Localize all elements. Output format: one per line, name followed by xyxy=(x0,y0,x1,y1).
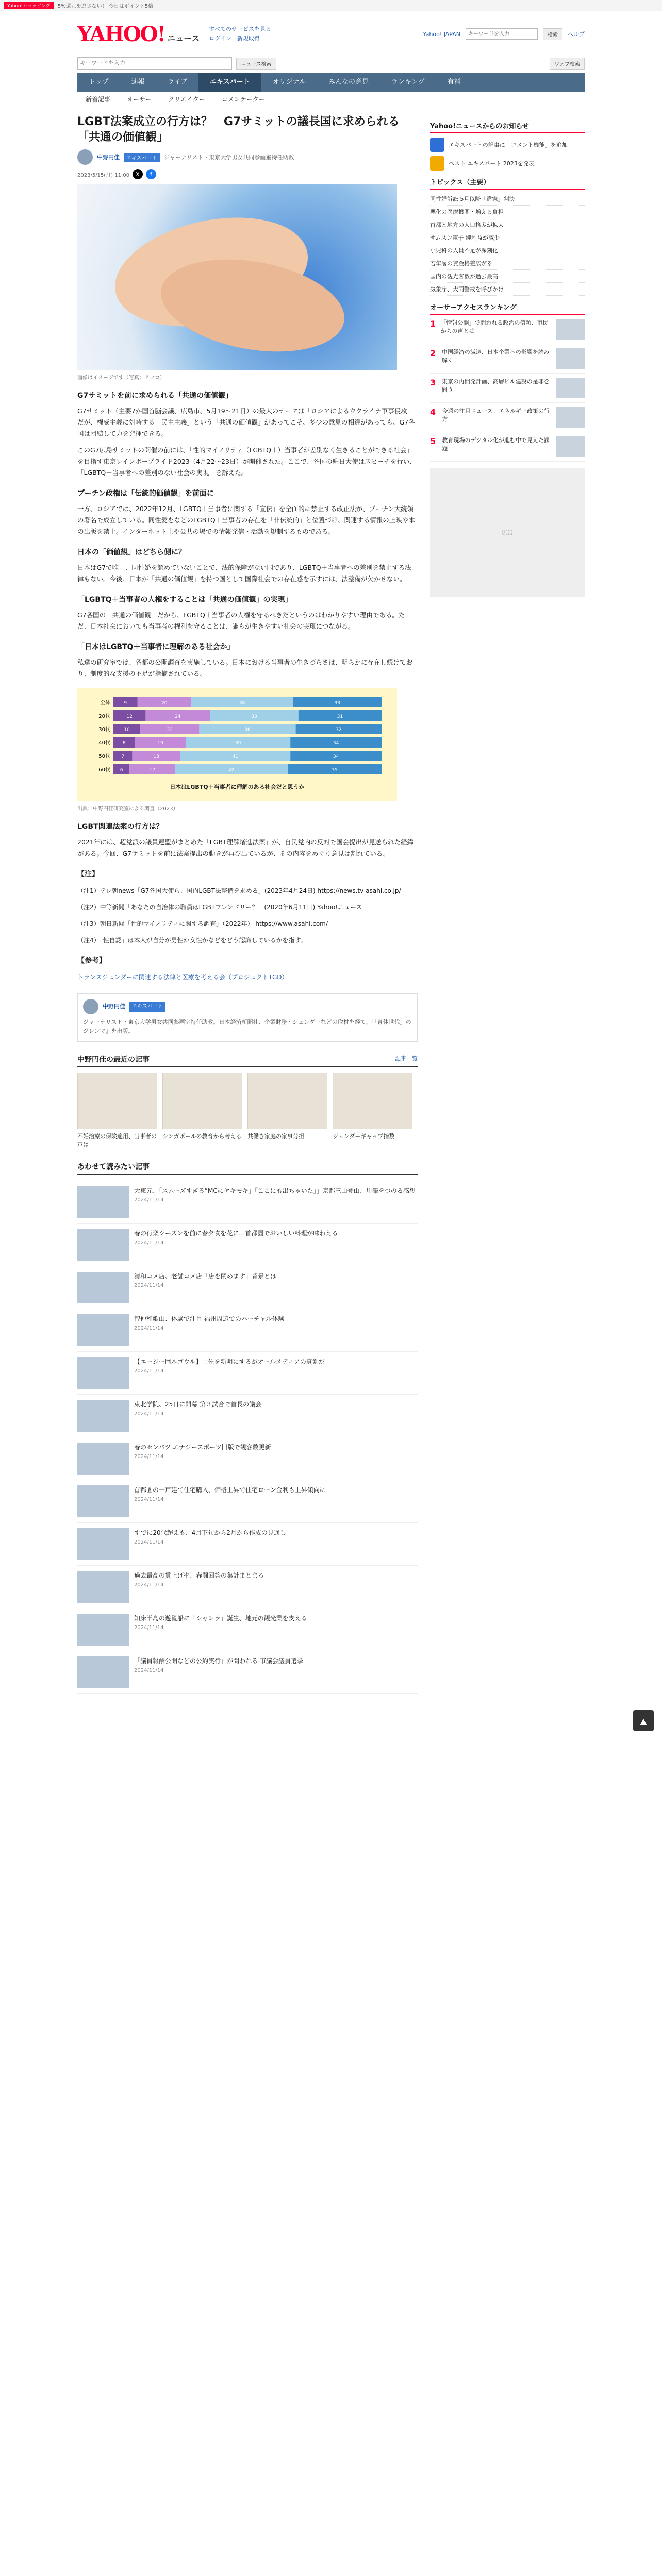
related-meta: 2024/11/14 xyxy=(134,1625,164,1631)
site-header xyxy=(0,11,662,57)
chart-data-label: 33 xyxy=(334,701,340,706)
related-list xyxy=(77,1181,418,1694)
top-promo-bar xyxy=(0,0,662,11)
article-main xyxy=(77,114,418,1694)
related-item[interactable] xyxy=(77,1309,418,1352)
thumb-title: 共働き家庭の家事分担 xyxy=(247,1133,304,1140)
related-title: 【エージー岡本ゴウル】土佐を新明にするがオールメディアの真剣だ xyxy=(134,1358,325,1365)
related-thumb xyxy=(77,1272,129,1303)
rank-number: 1 xyxy=(430,319,436,329)
thumb-title: ジェンダーギャップ指数 xyxy=(333,1133,395,1140)
related-meta: 2024/11/14 xyxy=(134,1582,164,1588)
topic-item[interactable]: 悪化の医療機関・増える負担 xyxy=(430,206,585,218)
signup-link[interactable]: 新規取得 xyxy=(237,35,260,42)
promo-text[interactable]: 5%還元を逃さない！ 今日はポイント5倍 xyxy=(57,4,154,9)
thumb-image xyxy=(333,1073,412,1129)
related-item[interactable] xyxy=(77,1181,418,1224)
reference-link[interactable]: トランスジェンダーに関連する法律と医療を考える会（プロジェクトTGD） xyxy=(77,974,288,981)
related-item[interactable] xyxy=(77,1480,418,1523)
refs-heading: 【注】 xyxy=(77,870,99,878)
ad-slot[interactable]: 広告 xyxy=(430,468,585,597)
promo-badge[interactable]: Yahoo!ショッピング xyxy=(4,2,54,9)
page-top-button[interactable]: ▲ xyxy=(633,1710,654,1731)
author-role: ジャーナリスト・東京大学男女共同参画室特任助教 xyxy=(163,154,294,161)
related-item[interactable] xyxy=(77,1437,418,1480)
related-thumb xyxy=(77,1186,129,1218)
chart-data-label: 6 xyxy=(120,768,123,773)
related-item[interactable] xyxy=(77,1651,418,1694)
hero-image xyxy=(77,184,397,370)
chart-data-label: 34 xyxy=(333,741,339,746)
article-section xyxy=(77,547,418,585)
related-title: 首都圏の一戸建て住宅購入、価格上昇で住宅ローン金利も上昇傾向に xyxy=(134,1486,326,1494)
rank-number: 5 xyxy=(430,436,436,446)
topic-item[interactable]: 首都と地方の人口格差が拡大 xyxy=(430,218,585,231)
chart-title: 日本はLGBTQ＋当事者に理解のある社会だと思うか xyxy=(170,784,305,790)
expert-badge: エキスパート xyxy=(124,153,160,162)
thumb-image xyxy=(162,1073,242,1129)
sidebar xyxy=(430,114,585,1694)
related-thumb xyxy=(77,1400,129,1432)
paragraph: 日本はG7で唯一、同性婚を認めていないことで、法的保障がない国であり、LGBTQ＋当事者への差別を禁止する法律もない。今後、日本が「共通の価値観」を持つ国として国際社会での存在感を示すには、法整備が欠かせない。 xyxy=(77,564,411,583)
header-search-button[interactable]: 検索 xyxy=(543,28,562,40)
byline xyxy=(77,149,418,165)
sub-nav xyxy=(77,92,585,107)
related-meta: 2024/11/14 xyxy=(134,1539,164,1545)
search-bar xyxy=(77,57,585,70)
ranking-item[interactable]: 5 教育現場のデジタル化が進む中で見えた課題 xyxy=(430,432,585,462)
chart-data-label: 22 xyxy=(167,727,173,733)
nav-ranking[interactable]: ランキング xyxy=(391,78,425,86)
nav-top[interactable]: トップ xyxy=(89,78,109,86)
side-notice-heading: Yahoo!ニュースからのお知らせ xyxy=(430,121,585,133)
promo-icon xyxy=(430,138,444,152)
related-item[interactable] xyxy=(77,1352,418,1395)
topics-heading: トピックス（主要） xyxy=(430,177,585,190)
related-title: 智仲和歌山、体験で注目 福州周辺でのバーチャル体験 xyxy=(134,1315,285,1323)
chart-data-label: 38 xyxy=(239,701,245,706)
rank-thumb xyxy=(556,378,585,398)
article-section xyxy=(77,821,418,859)
reference-item[interactable]: （注3）朝日新聞「性的マイノリティに関する調査」（2022年） https://www.asahi.com/ xyxy=(77,920,328,927)
help-link[interactable]: ヘルプ xyxy=(568,31,585,38)
related-item[interactable] xyxy=(77,1523,418,1566)
article-section xyxy=(77,594,418,632)
subnav-creator[interactable]: クリエイター xyxy=(168,96,205,103)
chart-data-label: 24 xyxy=(175,714,181,719)
article-section xyxy=(77,641,418,680)
section-heading: 「LGBTQ＋当事者の人権をすることは「共通の価値観」の実現」 xyxy=(77,596,292,604)
thumb-title: 不妊治療の保険適用、当事者の声は xyxy=(77,1133,157,1148)
rank-number: 3 xyxy=(430,378,436,387)
chart-data-label: 12 xyxy=(126,714,133,719)
news-search-button[interactable]: ニュース検索 xyxy=(236,58,276,70)
related-meta: 2024/11/14 xyxy=(134,1326,164,1331)
related-meta: 2024/11/14 xyxy=(134,1240,164,1246)
related-title: すでに20代超えも、4月下旬から2月から作成の見通し xyxy=(134,1529,286,1536)
side-promo[interactable]: エキスパートの記事に「コメント機能」を追加 xyxy=(430,138,585,152)
chart-data-label: 7 xyxy=(121,754,125,759)
chart-source: 出典：中野円佳研究室による調査（2023） xyxy=(77,806,178,812)
related-meta: 2024/11/14 xyxy=(134,1368,164,1374)
related-thumb xyxy=(77,1485,129,1517)
related-item[interactable] xyxy=(77,1266,418,1309)
ref-link-heading: 【参考】 xyxy=(77,957,106,965)
related-meta: 2024/11/14 xyxy=(134,1197,164,1203)
chart-category-label: 60代 xyxy=(98,767,110,773)
topic-item[interactable]: 国内の観光客数が過去最高 xyxy=(430,270,585,283)
related-thumb xyxy=(77,1656,129,1688)
chart-data-label: 33 xyxy=(251,714,257,719)
chart-data-label: 41 xyxy=(232,754,239,759)
section-heading: G7サミットを前に求められる「共通の価値観」 xyxy=(77,392,233,400)
nav-expert[interactable]: エキスパート xyxy=(198,73,261,92)
related-thumb xyxy=(77,1571,129,1603)
related-title: 大東元、「スムーズすぎる”MCにヤキモキ」「ここにも出ちゃいた」」京都三山登山、川澤をつのる感想 xyxy=(134,1187,416,1194)
reference-item[interactable]: （注2）中等新聞「あなたの自治体の職員はLGBTフレンドリー？」(2020年6月11日) Yahoo!ニュース xyxy=(77,904,362,911)
recent-article-card[interactable] xyxy=(247,1073,327,1149)
topic-item[interactable]: 若年層の賃金格差広がる xyxy=(430,257,585,270)
related-title: 知床半島の遊覧船に「シャンラ」誕生、地元の観光業を支える xyxy=(134,1615,307,1622)
author-card-badge: エキスパート xyxy=(129,1002,166,1012)
all-services-link[interactable]: すべてのサービスを見る xyxy=(209,26,272,32)
article-title: LGBT法案成立の行方は？ G7サミットの議長国に求められる「共通の価値観」 xyxy=(77,115,400,144)
chart-data-label: 19 xyxy=(157,741,163,746)
thumb-image xyxy=(247,1073,327,1129)
recent-article-card[interactable] xyxy=(333,1073,412,1149)
topic-item[interactable]: 気象庁、大雨警戒を呼びかけ xyxy=(430,283,585,296)
related-thumb xyxy=(77,1443,129,1475)
section-heading: LGBT関連法案の行方は？ xyxy=(77,823,163,831)
reference-item: （注4）「性自認」は本人が自分が男性か女性かなどをどう認識しているかを指す。 xyxy=(77,937,307,944)
related-heading: あわせて読みたい記事 xyxy=(77,1161,418,1175)
recent-article-card[interactable] xyxy=(162,1073,242,1149)
related-meta: 2024/11/14 xyxy=(134,1283,164,1289)
related-thumb xyxy=(77,1614,129,1646)
facebook-share-icon[interactable]: f xyxy=(146,169,156,179)
section-heading: プーチン政権は「伝統的価値観」を前面に xyxy=(77,489,214,498)
article-section xyxy=(77,390,418,479)
chart-data-label: 32 xyxy=(336,727,342,733)
thumb-image xyxy=(77,1073,157,1129)
paragraph: 私達の研究室では、各都の公開調査を実施している。日本における当事者の生きづらさは、明らかに存在し続けており、制度的な支援の不足が指摘されている。 xyxy=(77,658,413,677)
ranking-heading: オーサーアクセスランキング xyxy=(430,302,585,315)
topic-item[interactable]: サムスン電子 純利益が減少 xyxy=(430,231,585,244)
chart-category-label: 50代 xyxy=(98,754,110,759)
section-heading: 「日本はLGBTQ＋当事者に理解のある社会か」 xyxy=(77,643,235,651)
chart-data-label: 9 xyxy=(124,701,127,706)
nav-opinion[interactable]: みんなの意見 xyxy=(328,78,369,86)
references xyxy=(77,869,418,983)
related-item[interactable] xyxy=(77,1608,418,1651)
ranking-item[interactable]: 4 今週の注目ニュース：エネルギー政策の行方 xyxy=(430,403,585,432)
chart-data-label: 31 xyxy=(337,714,343,719)
rank-number: 2 xyxy=(430,348,436,358)
related-item[interactable] xyxy=(77,1566,418,1608)
ranking-list xyxy=(430,315,585,462)
ranking-item[interactable]: 3 東京の再開発計画、高層ビル建設の是非を問う xyxy=(430,374,585,403)
related-title: 「議員報酬公開などの公約実行」が問われる 市議会議員選挙 xyxy=(134,1657,303,1665)
recent-articles-heading: 中野円佳の最近の記事 記事一覧 xyxy=(77,1054,418,1067)
topics-list xyxy=(430,193,585,296)
paragraph: 一方、ロシアでは、2022年12月、LGBTQ＋当事者に関する「宣伝」を全面的に禁止する改正法が、プーチン大統領の署名で成立している。同性愛をなどのLGBTQ＋当事者の存在を「非伝統的」と位置づけ、関連する情報の上映や本の出版を禁止。インターネット上や公共の場での情報発信・活動を規制するものである。 xyxy=(77,505,415,535)
related-title: 春のセンバツ エナジースポーツ旧版で観客数更新 xyxy=(134,1444,271,1451)
related-meta: 2024/11/14 xyxy=(134,1668,164,1673)
related-title: 過去最高の賃上げ率、春闘回答の集計まとまる xyxy=(134,1572,264,1579)
related-meta: 2024/11/14 xyxy=(134,1411,164,1417)
chart-data-label: 39 xyxy=(235,741,241,746)
nav-paid[interactable]: 有料 xyxy=(447,78,461,86)
reference-item[interactable]: （注1）テレ朝news「G7各国大使ら、国内LGBT法整備を求める」(2023年4月24日) https://news.tv-asahi.co.jp/ xyxy=(77,887,401,894)
header-links xyxy=(209,25,271,43)
nav-breaking[interactable]: 速報 xyxy=(131,78,145,86)
chart-data-label: 36 xyxy=(244,727,251,733)
paragraph: 2021年には、超党派の議員連盟がまとめた「LGBT理解増進法案」が、自民党内の反対で国会提出が見送られた経緯がある。今回、G7サミットを前に法案提出の動きが再び出ているが、その内容をめぐり意見は割れている。 xyxy=(77,838,414,857)
paragraph: G7各国の「共通の価値観」だから、LGBTQ＋当事者の人権を守るべきだというのはわかりやすい理由である。ただ、日本社会においても当事者の権利を守ることは、誰もが生きやすい社会の実現につながる。 xyxy=(77,611,405,630)
chart-svg xyxy=(82,693,392,781)
survey-chart xyxy=(77,688,397,801)
article-date: 2023/5/15(月) 11:00 xyxy=(77,172,130,178)
ranking-item[interactable]: 1 「情報公開」で問われる政治の信頼、市民からの声とは xyxy=(430,315,585,344)
related-title: 春の行楽シーズンを前に春夕食を花に…首都圏でおいしい料理が味わえる xyxy=(134,1230,338,1237)
chart-data-label: 42 xyxy=(228,768,235,773)
subnav-commentator[interactable]: コメンテーター xyxy=(221,96,265,103)
x-share-icon[interactable]: X xyxy=(133,169,143,179)
chart-category-label: 全体 xyxy=(100,700,110,706)
login-link[interactable]: ログイン xyxy=(209,35,231,42)
chart-category-label: 20代 xyxy=(98,714,110,719)
related-item[interactable] xyxy=(77,1224,418,1266)
nav-original[interactable]: オリジナル xyxy=(272,78,306,86)
all-articles-link[interactable]: 記事一覧 xyxy=(395,1055,418,1062)
related-thumb xyxy=(77,1357,129,1389)
related-meta: 2024/11/14 xyxy=(134,1497,164,1502)
author-card xyxy=(77,993,418,1042)
related-title: 清和コメ店、老舗コメ店「店を閉めます」背景とは xyxy=(134,1273,277,1280)
side-promo[interactable]: ベスト エキスパート 2023を発表 xyxy=(430,156,585,171)
rank-number: 4 xyxy=(430,407,436,417)
thumb-title: シンガポールの教育から考える xyxy=(162,1133,242,1140)
rank-thumb xyxy=(556,436,585,457)
related-thumb xyxy=(77,1528,129,1560)
related-meta: 2024/11/14 xyxy=(134,1454,164,1460)
author-card-name[interactable]: 中野円佳 xyxy=(103,1003,125,1010)
chart-data-label: 17 xyxy=(149,768,156,773)
ranking-item[interactable]: 2 中国経済の減速、日本企業への影響を読み解く xyxy=(430,344,585,374)
paragraph: G7サミット（主要7か国首脳会議、広島市、5月19〜21日）の最大のテーマは「ロシアによるウクライナ軍事侵攻」だが、権威主義に対峙する「民主主義」という「共通の価値観」があってこそ、多少の意見の相違があっても、G7各国は団結して力を発揮できる。 xyxy=(77,407,415,437)
rank-thumb xyxy=(556,319,585,340)
rank-thumb xyxy=(556,348,585,369)
author-card-avatar[interactable] xyxy=(83,999,98,1014)
news-search-input[interactable] xyxy=(77,57,232,70)
topic-item[interactable]: 同性婚訴訟 5月以降「違憲」判決 xyxy=(430,193,585,206)
article-section xyxy=(77,488,418,537)
chart-category-label: 30代 xyxy=(98,727,110,733)
topic-item[interactable]: 小児科の人員不足が深刻化 xyxy=(430,244,585,257)
subnav-author[interactable]: オーサー xyxy=(127,96,152,103)
chart-data-label: 34 xyxy=(333,754,339,759)
image-caption: 画像はイメージです（写真：アフロ） xyxy=(77,375,165,381)
rank-thumb xyxy=(556,407,585,428)
recent-article-card[interactable] xyxy=(77,1073,157,1149)
site-logo[interactable]: YAHOO! ニュース xyxy=(77,22,200,46)
recent-articles xyxy=(77,1073,418,1149)
related-thumb xyxy=(77,1229,129,1261)
related-item[interactable] xyxy=(77,1395,418,1437)
author-name[interactable]: 中野円佳 xyxy=(97,154,120,161)
chart-data-label: 35 xyxy=(332,768,338,773)
header-search-input[interactable] xyxy=(466,28,538,40)
section-heading: 日本の「価値観」はどちら側に？ xyxy=(77,548,186,556)
yahoo-japan-link[interactable]: Yahoo! JAPAN xyxy=(423,30,460,38)
share-row xyxy=(77,169,418,179)
web-search-button[interactable]: ウェブ検索 xyxy=(550,58,585,70)
page-layout xyxy=(77,114,585,1694)
chart-category-label: 40代 xyxy=(98,740,110,746)
nav-live[interactable]: ライブ xyxy=(167,78,187,86)
author-avatar[interactable] xyxy=(77,149,93,165)
related-thumb xyxy=(77,1314,129,1346)
paragraph: このG7広島サミットの開催の前には、「性的マイノリティ（LGBTQ＋）当事者が差別なく生きることができる社会」を目指す東京レインボープライド2023（4月22〜23日）が開催された。ここで、各国の駐日大使はスピーチを行い、「LGBTQ＋当事者への差別のない社会の実現」を訴えた。 xyxy=(77,446,416,477)
chart-data-label: 20 xyxy=(161,701,168,706)
chart-data-label: 18 xyxy=(153,754,159,759)
author-bio: ジャーナリスト・東京大学男女共同参画室特任助教。日本経済新聞社、企業財務・ジェンダーなどの取材を経て、『「育休世代」のジレンマ』を出版。 xyxy=(83,1019,411,1035)
header-right xyxy=(423,28,585,40)
related-title: 東北学院、25日に開幕 第３試合で首長の議会 xyxy=(134,1401,262,1408)
main-nav xyxy=(77,73,585,92)
promo-icon xyxy=(430,156,444,171)
chart-data-label: 10 xyxy=(124,727,130,733)
chart-data-label: 8 xyxy=(122,741,126,746)
subnav-new[interactable]: 新着記事 xyxy=(86,96,111,103)
